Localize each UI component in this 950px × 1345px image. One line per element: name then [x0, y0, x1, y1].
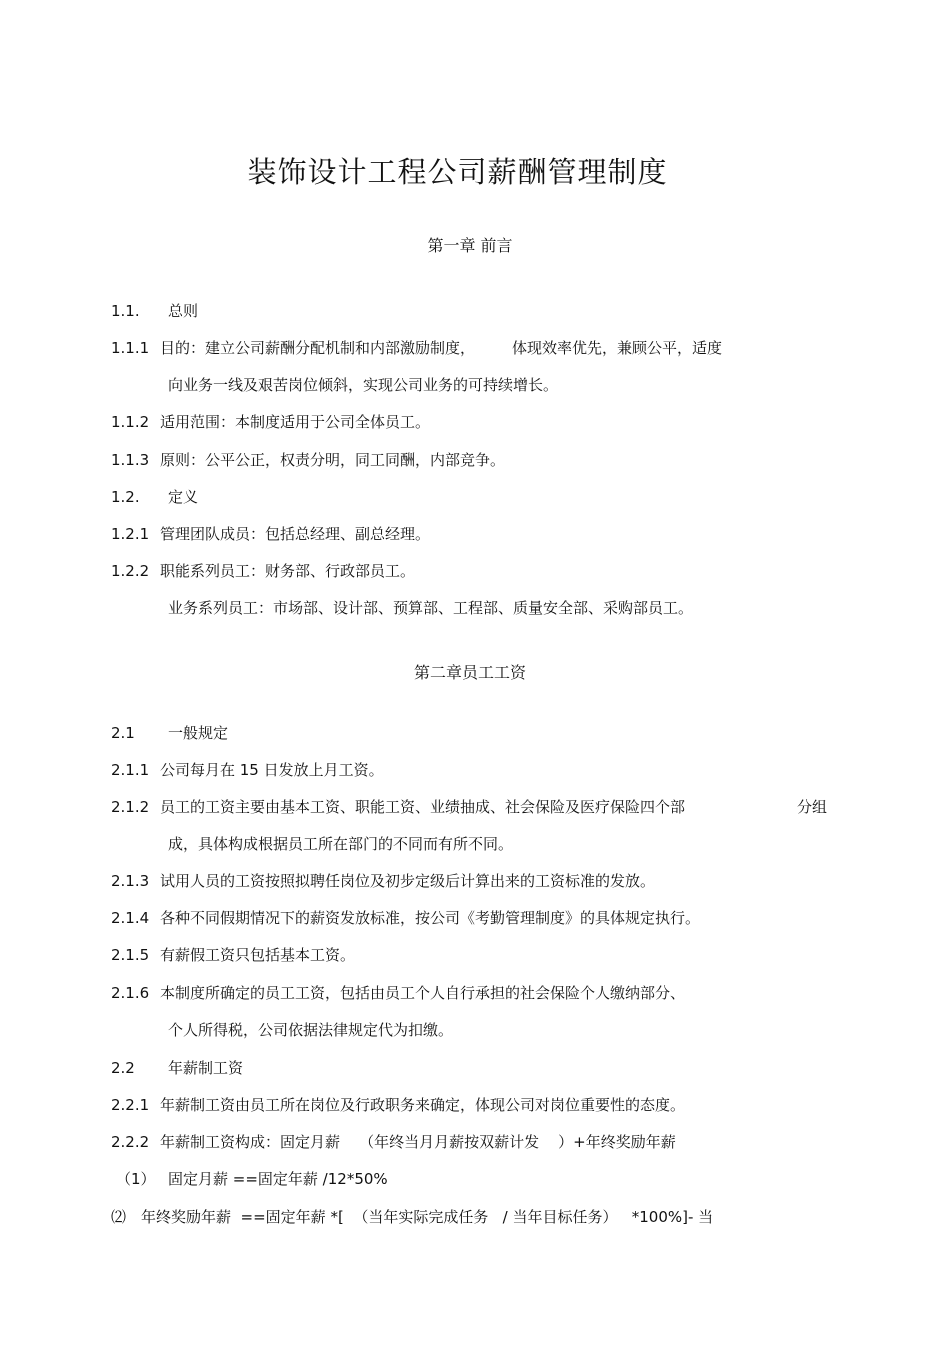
clause-text: 员工的工资主要由基本工资、职能工资、业绩抽成、社会保险及医疗保险四个部 [160, 798, 686, 816]
clause-1-1-2 [111, 412, 430, 432]
clause-number: 2.1.1 [111, 761, 150, 779]
clause-2-1-5 [111, 945, 355, 965]
clause-text: 原则：公平公正，权责分明，同工同酬，内部竞争。 [160, 451, 506, 469]
clause-number: 1.2.2 [111, 562, 150, 580]
chapter-1-heading: 第一章 前言 [427, 236, 513, 255]
clause-2-1-6 [111, 983, 685, 1003]
clause-text: 年薪制工资由员工所在岗位及行政职务来确定，体现公司对岗位重要性的态度。 [160, 1096, 686, 1114]
formula-text: 固定月薪 ==固定年薪 /12*50% [168, 1170, 388, 1188]
chapter-2-heading: 第二章员工工资 [413, 663, 526, 682]
clause-2-1-2-continuation: 成，具体构成根据员工所在部门的不同而有所不同。 [168, 835, 514, 853]
section-2-1 [111, 723, 228, 743]
section-number: 1.2. [111, 488, 140, 506]
clause-1-2-1 [111, 524, 430, 544]
clause-text: 职能系列员工：财务部、行政部员工。 [160, 562, 416, 580]
clause-number: 1.1.2 [111, 413, 150, 431]
section-title: 总则 [168, 302, 199, 320]
clause-text: 目的：建立公司薪酬分配机制和内部激励制度， [160, 339, 476, 357]
section-number: 1.1. [111, 302, 140, 320]
clause-2-1-2 [111, 797, 827, 817]
clause-number: 1.1.3 [111, 451, 150, 469]
clause-number: 2.1.3 [111, 872, 150, 890]
clause-number: 2.2.2 [111, 1133, 150, 1151]
section-1-2 [111, 487, 198, 507]
clause-2-1-3 [111, 871, 655, 891]
clause-text: 年薪制工资构成：固定月薪 （年终当月月薪按双薪计发 ）+年终奖励年薪 [160, 1133, 676, 1151]
clause-number: 2.1.6 [111, 984, 150, 1002]
clause-text: 适用范围：本制度适用于公司全体员工。 [160, 413, 431, 431]
clause-text: 公司每月在 15 日发放上月工资。 [160, 761, 384, 779]
clause-2-2-1 [111, 1095, 685, 1115]
clause-number: 2.1.4 [111, 909, 150, 927]
section-2-2 [111, 1058, 243, 1078]
clause-2-1-6-continuation: 个人所得税，公司依据法律规定代为扣缴。 [168, 1021, 454, 1039]
clause-number: 1.2.1 [111, 525, 150, 543]
formula-text: 年终奖励年薪 ==固定年薪 *[ （当年实际完成任务 / 当年目标任务） *100%]- 当 [141, 1208, 714, 1226]
section-title: 一般规定 [168, 724, 229, 742]
clause-text-continued: 分组 [797, 798, 828, 816]
formula-number: （1） [116, 1170, 156, 1188]
clause-number: 2.2.1 [111, 1096, 150, 1114]
clause-text: 各种不同假期情况下的薪资发放标准，按公司《考勤管理制度》的具体规定执行。 [160, 909, 701, 927]
clause-number: 2.1.2 [111, 798, 150, 816]
formula-2 [111, 1207, 713, 1227]
clause-number: 1.1.1 [111, 339, 150, 357]
formula-1 [116, 1169, 388, 1189]
clause-text: 试用人员的工资按照拟聘任岗位及初步定级后计算出来的工资标准的发放。 [160, 872, 656, 890]
clause-text: 管理团队成员：包括总经理、副总经理。 [160, 525, 431, 543]
clause-1-1-1 [111, 338, 722, 358]
clause-1-1-3 [111, 450, 505, 470]
clause-1-1-1-continuation: 向业务一线及艰苦岗位倾斜，实现公司业务的可持续增长。 [168, 376, 559, 394]
clause-text: 有薪假工资只包括基本工资。 [160, 946, 356, 964]
clause-number: 2.1.5 [111, 946, 150, 964]
clause-text: 本制度所确定的员工工资，包括由员工个人自行承担的社会保险个人缴纳部分、 [160, 984, 686, 1002]
clause-2-2-2 [111, 1132, 676, 1152]
document-title: 装饰设计工程公司薪酬管理制度 [247, 155, 668, 189]
section-title: 定义 [168, 488, 199, 506]
section-1-1 [111, 301, 198, 321]
clause-1-2-2-continuation: 业务系列员工：市场部、设计部、预算部、工程部、质量安全部、采购部员工。 [168, 599, 694, 617]
clause-2-1-1 [111, 760, 384, 780]
clause-text-continued: 体现效率优先，兼顾公平，适度 [512, 339, 723, 357]
section-number: 2.2 [111, 1059, 135, 1077]
formula-number: ⑵ [111, 1208, 127, 1226]
section-title: 年薪制工资 [168, 1059, 244, 1077]
clause-1-2-2 [111, 561, 415, 581]
clause-2-1-4 [111, 908, 700, 928]
section-number: 2.1 [111, 724, 135, 742]
